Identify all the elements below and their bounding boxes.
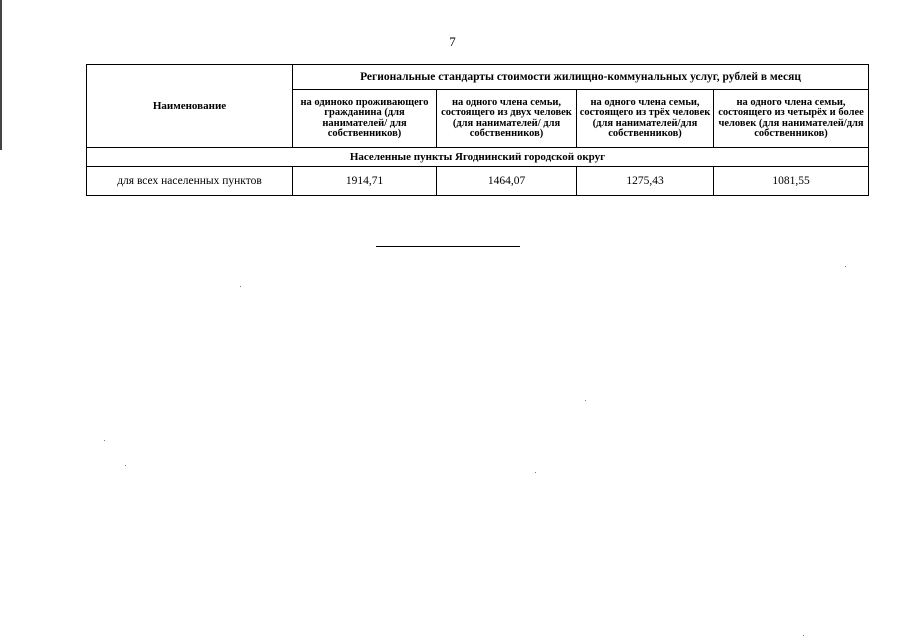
column-header-single: на одиноко проживающего гражданина (для нанимателей/ для собственников) [293,90,437,148]
name-column-header: Наименование [87,65,293,148]
separator-line [376,246,520,247]
scan-edge [0,0,2,150]
column-header-four-plus-person: на одного члена семьи, состоящего из четырёх и более человек (для нанимателей/для собственников) [714,90,869,148]
scan-speck [845,266,846,267]
scan-speck [104,440,105,441]
page-number: 7 [449,34,456,49]
table-row [87,167,869,196]
scan-speck [125,465,126,466]
column-header-three-person: на одного члена семьи, состоящего из трёх человек (для нанимателей/для собственников) [577,90,714,148]
scan-speck [585,400,586,401]
rates-table [86,64,869,196]
scan-speck [240,286,241,287]
value-single: 1914,71 [293,167,437,196]
section-title: Населенные пункты Ягоднинский городской округ [87,148,869,167]
value-two-person: 1464,07 [437,167,577,196]
column-header-two-person: на одного члена семьи, состоящего из двух человек (для нанимателей/ для собственников) [437,90,577,148]
value-four-plus-person: 1081,55 [714,167,869,196]
scan-speck [803,635,804,636]
group-header: Региональные стандарты стоимости жилищно-коммунальных услуг, рублей в месяц [293,65,869,90]
scan-speck [535,472,536,473]
value-three-person: 1275,43 [577,167,714,196]
row-name: для всех населенных пунктов [87,167,293,196]
